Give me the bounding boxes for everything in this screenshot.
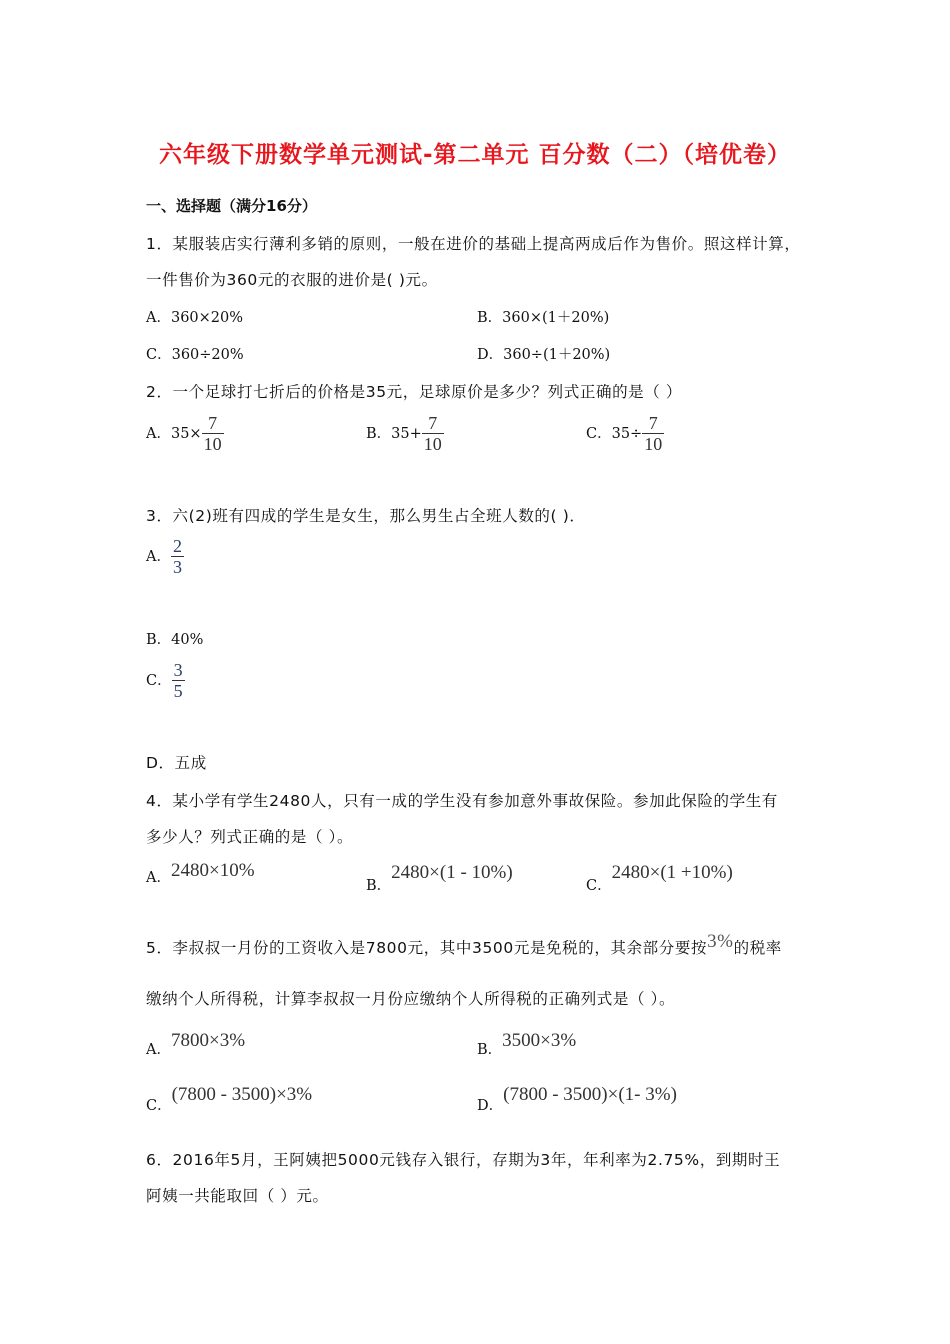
q5-option-c	[146, 1084, 313, 1114]
fraction-numerator: 7	[422, 413, 444, 434]
section-heading: 一、选择题（满分16分）	[146, 197, 317, 215]
q2-option-a	[146, 413, 224, 454]
q5-option-b-label: B．	[477, 1042, 503, 1058]
fraction-denominator: 5	[173, 681, 183, 701]
fraction-denominator: 10	[423, 434, 442, 454]
q3-option-d: D．五成	[146, 754, 207, 772]
q2-option-a-prefix: A．35×	[146, 426, 202, 442]
q5-option-c-expr: (7800 - 3500)×3%	[171, 1084, 313, 1105]
q1-option-c: C．360÷20%	[146, 347, 244, 363]
q4-option-b-expr: 2480×(1 - 10%)	[391, 862, 513, 883]
q4-option-a-label: A．	[146, 870, 171, 886]
fraction-numerator: 7	[642, 413, 664, 434]
q2-option-c	[586, 413, 664, 454]
fraction-numerator: 7	[202, 413, 224, 434]
q1-option-b: B．360×(1＋20%)	[477, 310, 610, 326]
q5-option-c-label: C．	[146, 1098, 172, 1114]
q4-option-a	[146, 860, 255, 888]
fraction-numerator: 3	[173, 660, 183, 680]
q5-option-a-expr: 7800×3%	[170, 1030, 246, 1051]
fraction-denominator: 10	[644, 434, 663, 454]
page-title: 六年级下册数学单元测试-第二单元 百分数（二）（培优卷）	[158, 142, 792, 168]
q5-line1-post: 的税率	[733, 939, 782, 957]
q5-option-d-expr: (7800 - 3500)×(1- 3%)	[503, 1084, 677, 1105]
q4-line1: 4．某小学有学生2480人，只有一成的学生没有参加意外事故保险。参加此保险的学生有	[146, 792, 778, 810]
fraction-numerator: 2	[172, 536, 182, 556]
q3-option-c	[146, 660, 185, 701]
q3-option-c-fraction	[172, 660, 185, 701]
q4-option-c-expr: 2480×(1 +10%)	[611, 862, 733, 883]
q6-line2: 阿姨一共能取回（ ）元。	[146, 1187, 329, 1205]
q4-line2: 多少人？列式正确的是（ ）。	[146, 828, 354, 846]
q5-option-b-expr: 3500×3%	[502, 1030, 577, 1051]
q5-option-d-label: D．	[477, 1098, 504, 1114]
q2-option-c-fraction	[642, 413, 664, 454]
q2-option-c-prefix: C．35÷	[586, 426, 643, 442]
q5-line1	[146, 931, 782, 959]
q6-line1: 6．2016年5月，王阿姨把5000元钱存入银行，存期为3年，年利率为2.75%，到期时王	[146, 1151, 781, 1169]
q3-option-c-label: C．	[146, 673, 172, 689]
q4-option-c-label: C．	[586, 878, 612, 894]
q3-option-a	[146, 536, 184, 577]
q2-text: 2．一个足球打七折后的价格是35元，足球原价是多少？列式正确的是（ ）	[146, 383, 683, 401]
q1-option-a: A．360×20%	[146, 310, 244, 326]
q2-option-b-fraction	[422, 413, 444, 454]
q2-option-b	[366, 413, 444, 454]
q1-option-d: D．360÷(1＋20%)	[477, 347, 611, 363]
q5-rate: 3%	[707, 931, 734, 952]
q4-option-c	[586, 862, 733, 894]
q2-option-b-prefix: B．35+	[366, 426, 422, 442]
q4-option-b-label: B．	[366, 878, 392, 894]
fraction-denominator: 10	[203, 434, 222, 454]
q5-option-d	[477, 1084, 677, 1114]
fraction-denominator: 3	[172, 557, 182, 577]
q4-option-a-expr: 2480×10%	[170, 860, 255, 881]
q1-line1: 1．某服装店实行薄利多销的原则，一般在进价的基础上提高两成后作为售价。照这样计算，	[146, 235, 801, 253]
q5-line1-pre: 5．李叔叔一月份的工资收入是7800元，其中3500元是免税的，其余部分要按	[146, 939, 708, 957]
q3-option-a-label: A．	[146, 549, 171, 565]
q5-option-a	[146, 1030, 246, 1058]
q5-option-a-label: A．	[146, 1042, 171, 1058]
q2-option-a-fraction	[202, 413, 224, 454]
q5-line2: 缴纳个人所得税，计算李叔叔一月份应缴纳个人所得税的正确列式是（ ）。	[146, 990, 676, 1008]
q3-text: 3．六(2)班有四成的学生是女生，那么男生占全班人数的( )．	[146, 507, 586, 525]
q4-option-b	[366, 862, 513, 894]
q3-option-b: B．40%	[146, 632, 204, 648]
q1-line2: 一件售价为360元的衣服的进价是( )元。	[146, 271, 438, 289]
q3-option-a-fraction	[171, 536, 184, 577]
q5-option-b	[477, 1030, 577, 1058]
